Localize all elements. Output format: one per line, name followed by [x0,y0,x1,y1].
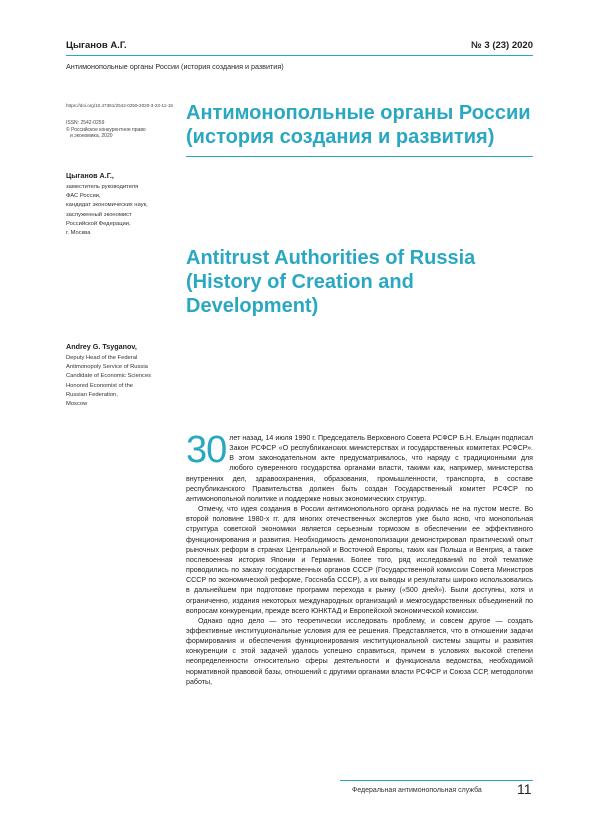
footer-divider [340,780,533,781]
paragraph-2: Отмечу, что идея создания в России антимонопольного органа родилась не на пустом месте. Во второй половине 1980-х гг. для многих отечественных экспертов уже было ясно, что монопольная структура советской экономики является серьезным тормозом в обеспечении ее эффективного функционирования и развития. Необходимость демонополизации демонстрировал практический опыт рыночных реформ в странах Центральной и Восточной Европы, таких как Польша и Венгрия, а также послевоенная история Японии и Германии. Более того, ряд исследований по этой тематике проводились по заказу государственных органов СССР (Государственной комиссии Совета Министров СССР по экономической реформе, Госснаба СССР), а их выводы и результаты широко использовались в дальнейшем при подготовке программ перехода к рынку («500 дней»). Были доступны, хотя и ограниченно, издания некоторых международных организаций и межгосударственных объединений по вопросам конкуренции, прежде всего ЮНКТАД и Европейской экономической комиссии. [186,505,533,615]
doi-link[interactable]: https://doi.org/10.47361/2542-0259-2020-3-23-11-15 [66,103,173,108]
affiliation-line: кандидат экономических наук, [66,202,148,209]
footer-publisher: Федеральная антимонопольная служба [352,787,482,794]
author-block-en [66,342,186,409]
author-block-ru [66,171,186,238]
article-title-ru: Антимонопольные органы России (история создания и развития) [186,102,531,148]
affiliation-line: г. Москва [66,230,91,237]
affiliation-line: заслуженный экономист [66,211,132,218]
paragraph-1-text: лет назад, 14 июля 1990 г. Председатель Верховного Совета РСФСР Б.Н. Ельцин подписал Закон РСФСР «О республиканских министерствах и государственных комитетах РСФСР». В этом законодательном акте предусматривалось, что наряду с традиционными для любого суверенного государства органами власти, такими как, например, министерства внутренних дел, здравоохранения, образования, промышленности, транспорта, в составе республиканского Правительства должен быть создан Государственный комитет РСФСР по антимонопольной политике и поддержке новых экономических структур. [186,434,533,503]
copyright-line-2: и экономика, 2020 [70,133,113,140]
affiliation-line: заместитель руководителя [66,184,139,190]
copyright-line-1: © Российское конкурентное право [66,126,146,133]
affiliation-line: Deputy Head of the Federal [66,355,138,361]
affiliation-line: Antimonopoly Service of Russia [66,364,148,371]
author-affiliation-ru [66,183,186,238]
paragraph-3: Однако одно дело — это теоретически исследовать проблему, и совсем другое — создать эффективные институциональные условия для ее решения. Представляется, что в отношении задачи формирования и обеспечения функционирования институциональной системы защиты и развития конкуренции с этой задачей удалось успешно справиться, причем в условиях высокой степени неопределенности относительно сферы деятельности и функционала ведомства, необходимой нормативной правовой базы, отношений с другими органами власти РСФСР и Союза ССР, методологии работы, [186,616,533,686]
article-title-en: Antitrust Authorities of Russia (History of Creation and Development) [186,247,476,317]
affiliation-line: Российской Федерации, [66,220,131,227]
author-affiliation-en [66,354,186,409]
header-issue: № 3 (23) 2020 [471,40,533,51]
author-name-ru: Цыганов А.Г., [66,171,114,180]
affiliation-line: Russian Federation, [66,391,118,398]
affiliation-line: Honored Economist of the [66,382,134,389]
title-divider [186,156,533,157]
affiliation-line: ФАС России, [66,193,101,200]
affiliation-line: Moscow [66,401,88,408]
publication-meta [66,120,146,140]
author-name-en: Andrey G. Tsyganov, [66,342,137,351]
affiliation-line: Candidate of Economic Sciences [66,373,152,380]
page-number: 11 [517,781,532,797]
header-divider [66,55,533,56]
header-subtitle: Антимонопольные органы России (история создания и развития) [66,62,284,71]
header-author: Цыганов А.Г. [66,40,127,51]
issn: ISSN: 2542-0259 [66,120,105,126]
drop-cap: 30 [186,429,227,471]
paragraph-1 [186,429,533,504]
article-body [186,429,533,687]
